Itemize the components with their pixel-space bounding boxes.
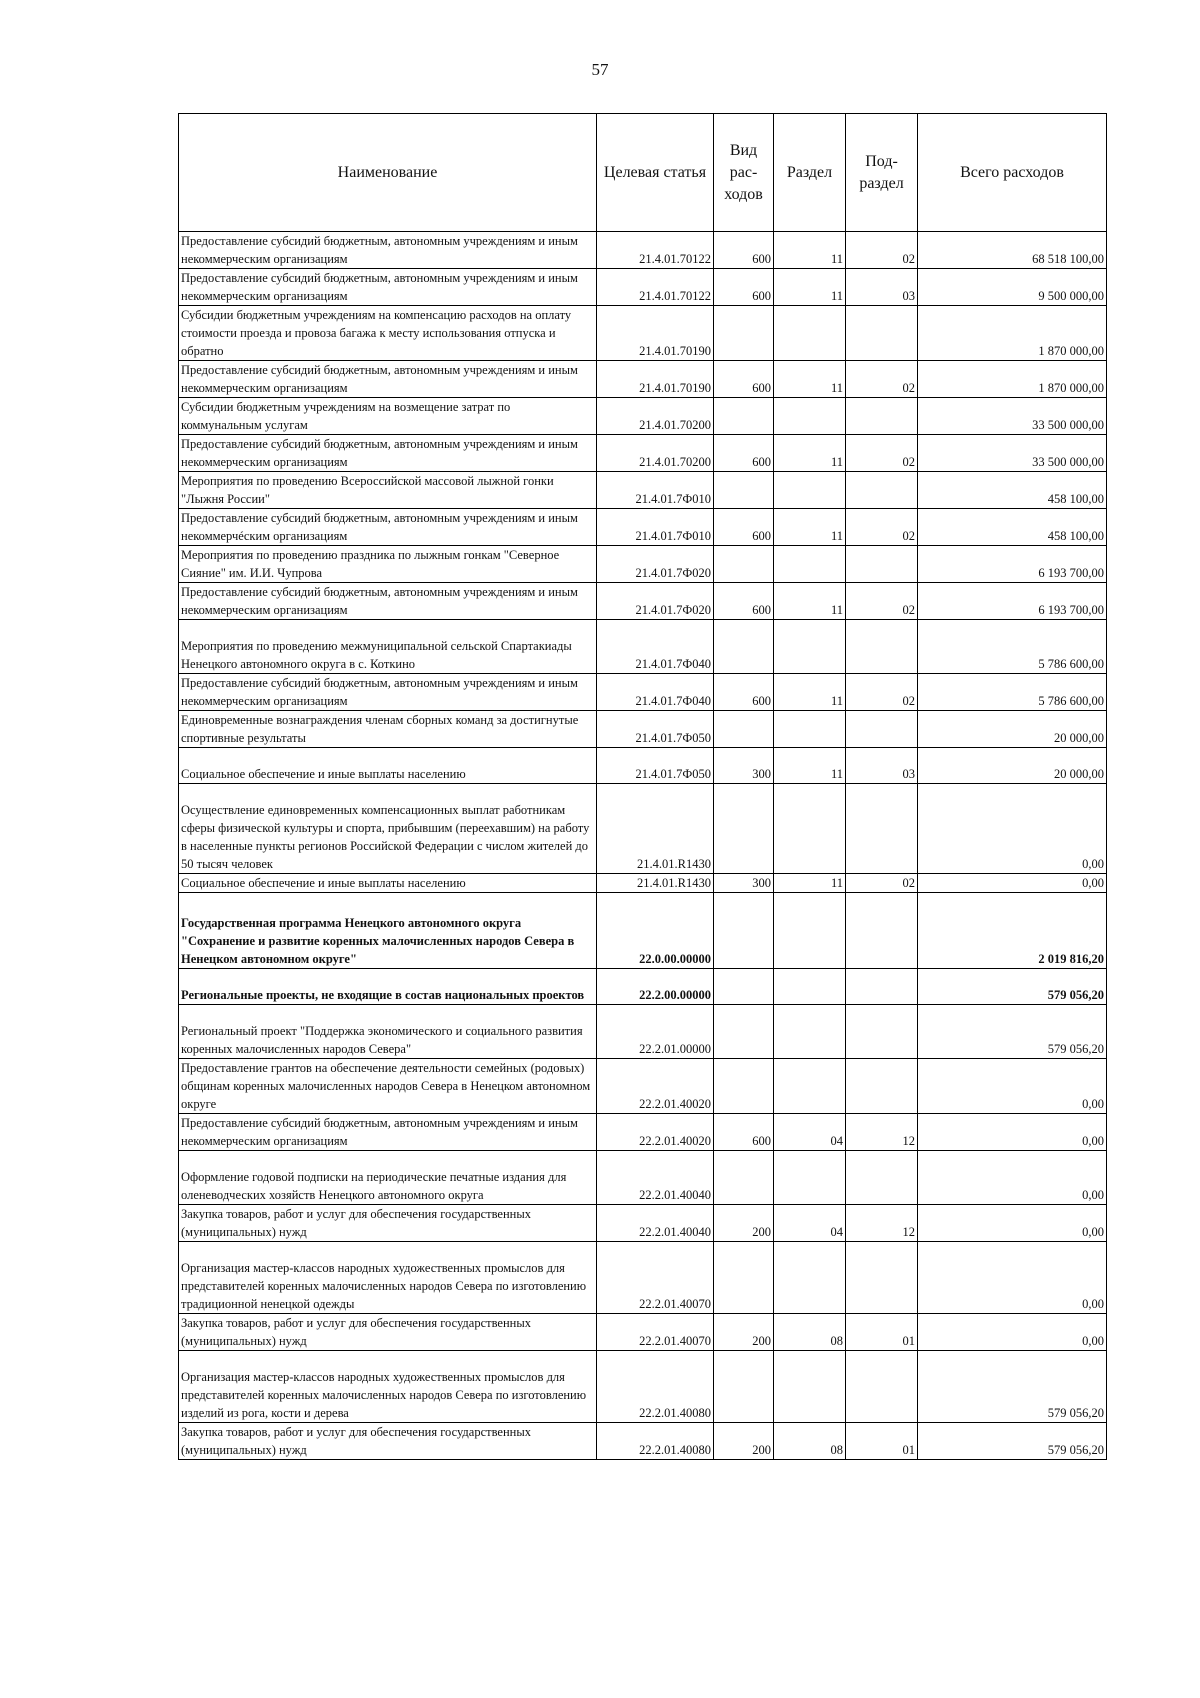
cell-type: 300 (714, 748, 774, 784)
cell-type (714, 1005, 774, 1059)
cell-subsection (846, 472, 918, 509)
cell-name: Предоставление субсидий бюджетным, автономным учреждениям и иным некоммерческим организациям (179, 674, 597, 711)
cell-total: 6 193 700,00 (918, 583, 1107, 620)
table-row (179, 874, 1107, 893)
cell-subsection (846, 969, 918, 1005)
cell-target: 21.4.01.70200 (597, 435, 714, 472)
table-row (179, 1314, 1107, 1351)
cell-total: 1 870 000,00 (918, 306, 1107, 361)
cell-section (774, 784, 846, 874)
cell-total: 579 056,20 (918, 1423, 1107, 1460)
cell-type: 200 (714, 1314, 774, 1351)
cell-target: 21.4.01.7Ф010 (597, 509, 714, 546)
cell-section (774, 1242, 846, 1314)
cell-total: 0,00 (918, 1205, 1107, 1242)
cell-section (774, 398, 846, 435)
cell-subsection: 01 (846, 1314, 918, 1351)
cell-subsection (846, 1351, 918, 1423)
table-row (179, 620, 1107, 674)
cell-section: 08 (774, 1314, 846, 1351)
cell-total: 0,00 (918, 1314, 1107, 1351)
table-row (179, 1005, 1107, 1059)
budget-table (178, 113, 1107, 1460)
table-row (179, 361, 1107, 398)
cell-section: 11 (774, 232, 846, 269)
cell-type: 200 (714, 1423, 774, 1460)
cell-type (714, 969, 774, 1005)
cell-type (714, 546, 774, 583)
cell-section (774, 1005, 846, 1059)
cell-target: 21.4.01.7Ф020 (597, 546, 714, 583)
cell-target: 22.2.01.40040 (597, 1205, 714, 1242)
cell-name: Социальное обеспечение и иные выплаты населению (179, 748, 597, 784)
cell-section (774, 306, 846, 361)
cell-target: 21.4.01.7Ф040 (597, 674, 714, 711)
cell-total: 0,00 (918, 1242, 1107, 1314)
cell-target: 21.4.01.R1430 (597, 874, 714, 893)
cell-subsection: 02 (846, 674, 918, 711)
cell-type: 600 (714, 674, 774, 711)
cell-name: Закупка товаров, работ и услуг для обеспечения государственных (муниципальных) нужд (179, 1423, 597, 1460)
cell-section (774, 969, 846, 1005)
cell-type: 600 (714, 1114, 774, 1151)
cell-subsection: 12 (846, 1114, 918, 1151)
cell-name: Мероприятия по проведению межмуниципальной сельской Спартакиады Ненецкого автономного округа в с. Коткино (179, 620, 597, 674)
table-row (179, 893, 1107, 969)
cell-name: Организация мастер-классов народных художественных промыслов для представителей коренных малочисленных народов Севера по изготовлению традиционной ненецкой одежды (179, 1242, 597, 1314)
cell-target: 22.2.01.40020 (597, 1059, 714, 1114)
cell-target: 21.4.01.R1430 (597, 784, 714, 874)
cell-subsection (846, 306, 918, 361)
cell-total: 5 786 600,00 (918, 674, 1107, 711)
col-header-total: Всего расходов (918, 114, 1107, 232)
cell-section (774, 1059, 846, 1114)
table-row (179, 674, 1107, 711)
table-body (179, 232, 1107, 1460)
cell-section (774, 1151, 846, 1205)
cell-total: 1 870 000,00 (918, 361, 1107, 398)
cell-target: 21.4.01.7Ф050 (597, 711, 714, 748)
cell-section: 08 (774, 1423, 846, 1460)
cell-subsection (846, 620, 918, 674)
cell-name: Предоставление субсидий бюджетным, автономным учреждениям и иным некоммерческим организациям (179, 1114, 597, 1151)
cell-target: 22.2.01.40020 (597, 1114, 714, 1151)
cell-type (714, 1151, 774, 1205)
table-row (179, 711, 1107, 748)
cell-subsection (846, 1242, 918, 1314)
col-header-target: Целевая статья (597, 114, 714, 232)
cell-subsection: 02 (846, 583, 918, 620)
cell-type (714, 1351, 774, 1423)
cell-type: 200 (714, 1205, 774, 1242)
cell-total: 20 000,00 (918, 748, 1107, 784)
cell-target: 21.4.01.70190 (597, 361, 714, 398)
cell-name: Мероприятия по проведению праздника по лыжным гонкам "Северное Сияние" им. И.И. Чупрова (179, 546, 597, 583)
cell-total: 458 100,00 (918, 509, 1107, 546)
cell-type (714, 784, 774, 874)
cell-subsection: 12 (846, 1205, 918, 1242)
cell-name: Субсидии бюджетным учреждениям на возмещение затрат по коммунальным услугам (179, 398, 597, 435)
table-row (179, 232, 1107, 269)
table-row (179, 398, 1107, 435)
cell-subsection: 02 (846, 509, 918, 546)
cell-subsection (846, 546, 918, 583)
cell-target: 21.4.01.7Ф020 (597, 583, 714, 620)
cell-target: 21.4.01.70200 (597, 398, 714, 435)
col-header-subsection: Под-раздел (846, 114, 918, 232)
cell-type: 600 (714, 509, 774, 546)
cell-section: 04 (774, 1114, 846, 1151)
cell-name: Предоставление субсидий бюджетным, автономным учреждениям и иным некоммерческим организациям (179, 269, 597, 306)
cell-total: 68 518 100,00 (918, 232, 1107, 269)
table-row (179, 1423, 1107, 1460)
cell-target: 22.2.01.40080 (597, 1351, 714, 1423)
cell-total: 2 019 816,20 (918, 893, 1107, 969)
cell-name: Организация мастер-классов народных художественных промыслов для представителей коренных малочисленных народов Севера по изготовлению изделий из рога, кости и дерева (179, 1351, 597, 1423)
cell-total: 20 000,00 (918, 711, 1107, 748)
cell-name: Осуществление единовременных компенсационных выплат работникам сферы физической культуры и спорта, прибывшим (переехавшим) на работу в населенные пункты регионов Российской Федерации с числом жителей до 50 тысяч человек (179, 784, 597, 874)
cell-type (714, 1242, 774, 1314)
cell-type (714, 711, 774, 748)
cell-name: Региональные проекты, не входящие в состав национальных проектов (179, 969, 597, 1005)
cell-section: 04 (774, 1205, 846, 1242)
cell-target: 22.2.01.40040 (597, 1151, 714, 1205)
cell-subsection: 02 (846, 232, 918, 269)
col-header-type: Вид рас-ходов (714, 114, 774, 232)
cell-name: Социальное обеспечение и иные выплаты населению (179, 874, 597, 893)
cell-section: 11 (774, 674, 846, 711)
cell-name: Закупка товаров, работ и услуг для обеспечения государственных (муниципальных) нужд (179, 1314, 597, 1351)
cell-name: Предоставление грантов на обеспечение деятельности семейных (родовых) общинам коренных малочисленных народов Севера в Ненецком автономном округе (179, 1059, 597, 1114)
cell-name: Региональный проект "Поддержка экономического и социального развития коренных малочисленных народов Севера" (179, 1005, 597, 1059)
cell-section (774, 893, 846, 969)
table-row (179, 472, 1107, 509)
cell-section (774, 472, 846, 509)
cell-subsection (846, 893, 918, 969)
cell-type (714, 398, 774, 435)
cell-type (714, 472, 774, 509)
table-row (179, 1242, 1107, 1314)
table-row (179, 784, 1107, 874)
cell-type: 600 (714, 361, 774, 398)
table-row (179, 269, 1107, 306)
cell-target: 22.2.01.40070 (597, 1242, 714, 1314)
table-row (179, 969, 1107, 1005)
cell-name: Единовременные вознаграждения членам сборных команд за достигнутые спортивные результаты (179, 711, 597, 748)
col-header-name: Наименование (179, 114, 597, 232)
cell-total: 5 786 600,00 (918, 620, 1107, 674)
cell-section: 11 (774, 269, 846, 306)
cell-target: 22.2.01.40070 (597, 1314, 714, 1351)
cell-section: 11 (774, 361, 846, 398)
cell-section (774, 1351, 846, 1423)
cell-subsection (846, 784, 918, 874)
table-row (179, 748, 1107, 784)
cell-section: 11 (774, 435, 846, 472)
table-row (179, 306, 1107, 361)
cell-subsection: 02 (846, 874, 918, 893)
cell-subsection (846, 398, 918, 435)
cell-target: 21.4.01.7Ф050 (597, 748, 714, 784)
cell-target: 22.0.00.00000 (597, 893, 714, 969)
cell-total: 33 500 000,00 (918, 435, 1107, 472)
table-row (179, 546, 1107, 583)
cell-target: 21.4.01.70122 (597, 269, 714, 306)
cell-target: 21.4.01.70190 (597, 306, 714, 361)
cell-total: 33 500 000,00 (918, 398, 1107, 435)
table-row (179, 509, 1107, 546)
cell-section: 11 (774, 509, 846, 546)
cell-total: 458 100,00 (918, 472, 1107, 509)
cell-name: Оформление годовой подписки на периодические печатные издания для оленеводческих хозяйств Ненецкого автономного округа (179, 1151, 597, 1205)
table-row (179, 1205, 1107, 1242)
cell-type (714, 306, 774, 361)
cell-target: 21.4.01.70122 (597, 232, 714, 269)
cell-total: 6 193 700,00 (918, 546, 1107, 583)
cell-total: 579 056,20 (918, 969, 1107, 1005)
cell-type: 600 (714, 583, 774, 620)
cell-total: 0,00 (918, 1151, 1107, 1205)
cell-subsection: 02 (846, 435, 918, 472)
cell-section: 11 (774, 874, 846, 893)
cell-total: 0,00 (918, 784, 1107, 874)
cell-name: Предоставление субсидий бюджетным, автономным учреждениям и иным некоммерческим организациям (179, 435, 597, 472)
cell-total: 579 056,20 (918, 1005, 1107, 1059)
cell-subsection: 03 (846, 269, 918, 306)
cell-section (774, 711, 846, 748)
cell-name: Мероприятия по проведению Всероссийской массовой лыжной гонки "Лыжня России" (179, 472, 597, 509)
col-header-section: Раздел (774, 114, 846, 232)
cell-name: Предоставление субсидий бюджетным, автономным учреждениям и иным некоммерческим организациям (179, 583, 597, 620)
cell-target: 22.2.00.00000 (597, 969, 714, 1005)
cell-target: 21.4.01.7Ф040 (597, 620, 714, 674)
cell-subsection (846, 711, 918, 748)
cell-subsection (846, 1059, 918, 1114)
cell-section: 11 (774, 748, 846, 784)
cell-type (714, 620, 774, 674)
cell-name: Закупка товаров, работ и услуг для обеспечения государственных (муниципальных) нужд (179, 1205, 597, 1242)
cell-total: 0,00 (918, 1059, 1107, 1114)
cell-total: 9 500 000,00 (918, 269, 1107, 306)
cell-target: 21.4.01.7Ф010 (597, 472, 714, 509)
page-number: 57 (591, 60, 609, 79)
cell-subsection (846, 1151, 918, 1205)
cell-section (774, 546, 846, 583)
cell-subsection: 01 (846, 1423, 918, 1460)
cell-subsection (846, 1005, 918, 1059)
cell-type: 600 (714, 435, 774, 472)
cell-name: Субсидии бюджетным учреждениям на компенсацию расходов на оплату стоимости проезда и провоза багажа к месту использования отпуска и обратно (179, 306, 597, 361)
table-row (179, 1351, 1107, 1423)
cell-section: 11 (774, 583, 846, 620)
table-row (179, 1151, 1107, 1205)
cell-total: 0,00 (918, 874, 1107, 893)
cell-name: Предоставление субсидий бюджетным, автономным учреждениям и иным некоммерческим организациям (179, 232, 597, 269)
table-row (179, 435, 1107, 472)
cell-type (714, 893, 774, 969)
cell-name: Государственная программа Ненецкого автономного округа "Сохранение и развитие коренных малочисленных народов Севера в Ненецком автономном округе" (179, 893, 597, 969)
cell-name: Предоставление субсидий бюджетным, автономным учреждениям и иным некоммерческим организациям (179, 361, 597, 398)
cell-total: 0,00 (918, 1114, 1107, 1151)
table-row (179, 1059, 1107, 1114)
table-row (179, 1114, 1107, 1151)
cell-subsection: 02 (846, 361, 918, 398)
table-row (179, 583, 1107, 620)
cell-name: Предоставление субсидий бюджетным, автономным учреждениям и иным некоммерчéским организациям (179, 509, 597, 546)
cell-section (774, 620, 846, 674)
table-header-row (179, 114, 1107, 232)
cell-target: 22.2.01.00000 (597, 1005, 714, 1059)
cell-total: 579 056,20 (918, 1351, 1107, 1423)
cell-target: 22.2.01.40080 (597, 1423, 714, 1460)
cell-type (714, 1059, 774, 1114)
cell-subsection: 03 (846, 748, 918, 784)
cell-type: 600 (714, 269, 774, 306)
cell-type: 600 (714, 232, 774, 269)
cell-type: 300 (714, 874, 774, 893)
